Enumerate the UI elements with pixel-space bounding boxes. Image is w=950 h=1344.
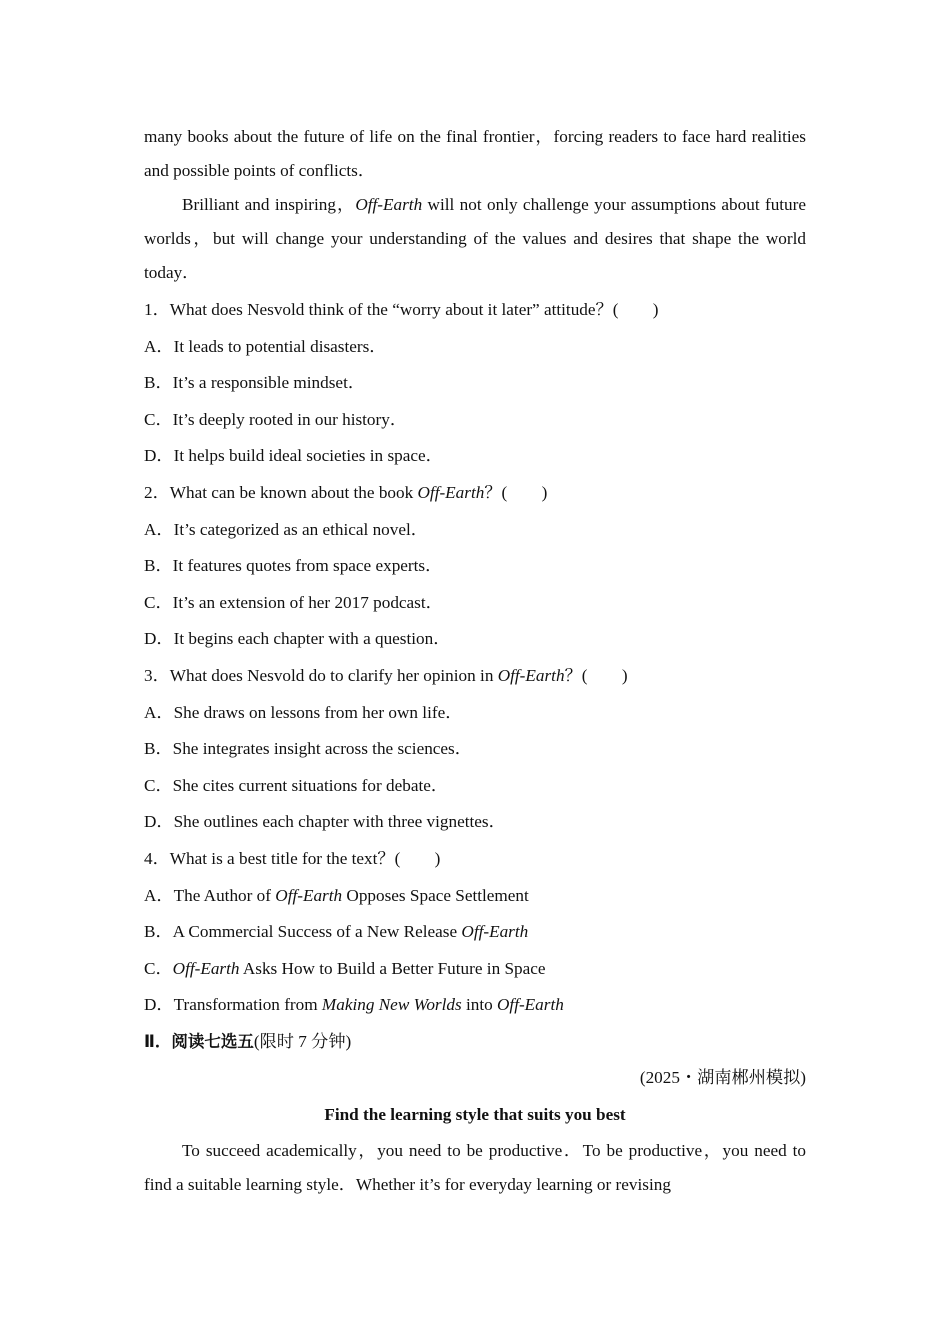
option-text: C． xyxy=(144,958,173,978)
book-title: Off-Earth xyxy=(355,195,423,214)
question-text: ？( ) xyxy=(484,482,548,502)
book-title: Off-Earth xyxy=(417,482,485,502)
passage-text: will not only challenge your assumptions about future worlds，but will change your understanding of the values and desires that shape the world today． xyxy=(144,195,807,282)
section-heading xyxy=(144,1024,806,1061)
book-title: Off-Earth xyxy=(497,665,565,685)
question-stem: 1．What does Nesvold think of the “worry about it later” attitude？( ) xyxy=(144,300,659,319)
book-title: Making New Worlds xyxy=(321,995,462,1015)
book-title: Off-Earth xyxy=(172,958,240,978)
answer-option[interactable]: A．It’s categorized as an ethical novel． xyxy=(144,519,428,539)
option-text: D．Transformation from xyxy=(144,995,322,1015)
answer-option[interactable]: D．She outlines each chapter with three vignettes． xyxy=(144,812,506,832)
answer-option[interactable]: D．It begins each chapter with a question． xyxy=(144,629,451,649)
answer-option[interactable]: C．She cites current situations for debate． xyxy=(144,775,449,795)
passage-paragraph xyxy=(144,188,806,290)
answer-option[interactable] xyxy=(144,987,806,1024)
answer-option[interactable]: B．It’s a responsible mindset． xyxy=(144,373,366,393)
document-page xyxy=(144,120,806,1202)
question-stem: 4．What is a best title for the text？( ) xyxy=(144,848,441,868)
answer-option[interactable]: B．It features quotes from space experts． xyxy=(144,556,443,576)
option-text: B．A Commercial Success of a New Release xyxy=(144,922,462,942)
book-title: Off-Earth xyxy=(497,995,564,1015)
answer-option[interactable] xyxy=(144,914,806,951)
answer-option[interactable]: C．It’s deeply rooted in our history． xyxy=(144,409,408,429)
passage-paragraph: many books about the future of life on the final frontier，forcing readers to face hard realities and possible points of conflicts． xyxy=(144,127,806,180)
option-text: Opposes Space Settlement xyxy=(342,885,529,905)
answer-option[interactable]: A．She draws on lessons from her own life． xyxy=(144,702,463,722)
question-text: 2．What can be known about the book xyxy=(144,482,418,502)
answer-option[interactable]: A．It leads to potential disasters． xyxy=(144,336,387,356)
question-text: 3．What does Nesvold do to clarify her opinion in xyxy=(144,665,498,685)
time-limit-note: (限时 7 分钟) xyxy=(253,1031,352,1051)
answer-option[interactable]: D．It helps build ideal societies in space． xyxy=(144,446,443,466)
option-text: Asks How to Build a Better Future in Space xyxy=(239,958,546,978)
answer-option[interactable] xyxy=(144,951,806,988)
passage-paragraph: To succeed academically，you need to be productive．To be productive，you need to find a suitable learning style．Whether it’s for everyday learning or revising xyxy=(144,1140,806,1194)
question-stem xyxy=(144,658,806,695)
answer-option[interactable]: C．It’s an extension of her 2017 podcast． xyxy=(144,592,443,612)
answer-option[interactable] xyxy=(144,878,806,915)
question-stem xyxy=(144,475,806,512)
book-title: Off-Earth xyxy=(461,922,529,942)
answer-option[interactable]: B．She integrates insight across the sciences． xyxy=(144,739,472,759)
passage-text: Brilliant and inspiring， xyxy=(182,195,356,214)
book-title: Off-Earth xyxy=(275,885,343,905)
option-text: A．The Author of xyxy=(144,885,276,905)
source-note: (2025・湖南郴州模拟) xyxy=(639,1068,806,1088)
option-text: into xyxy=(461,995,497,1015)
passage-title: Find the learning style that suits you best xyxy=(324,1105,626,1125)
question-text: ？( ) xyxy=(564,665,628,685)
section-title: Ⅱ．阅读七选五 xyxy=(144,1031,254,1051)
